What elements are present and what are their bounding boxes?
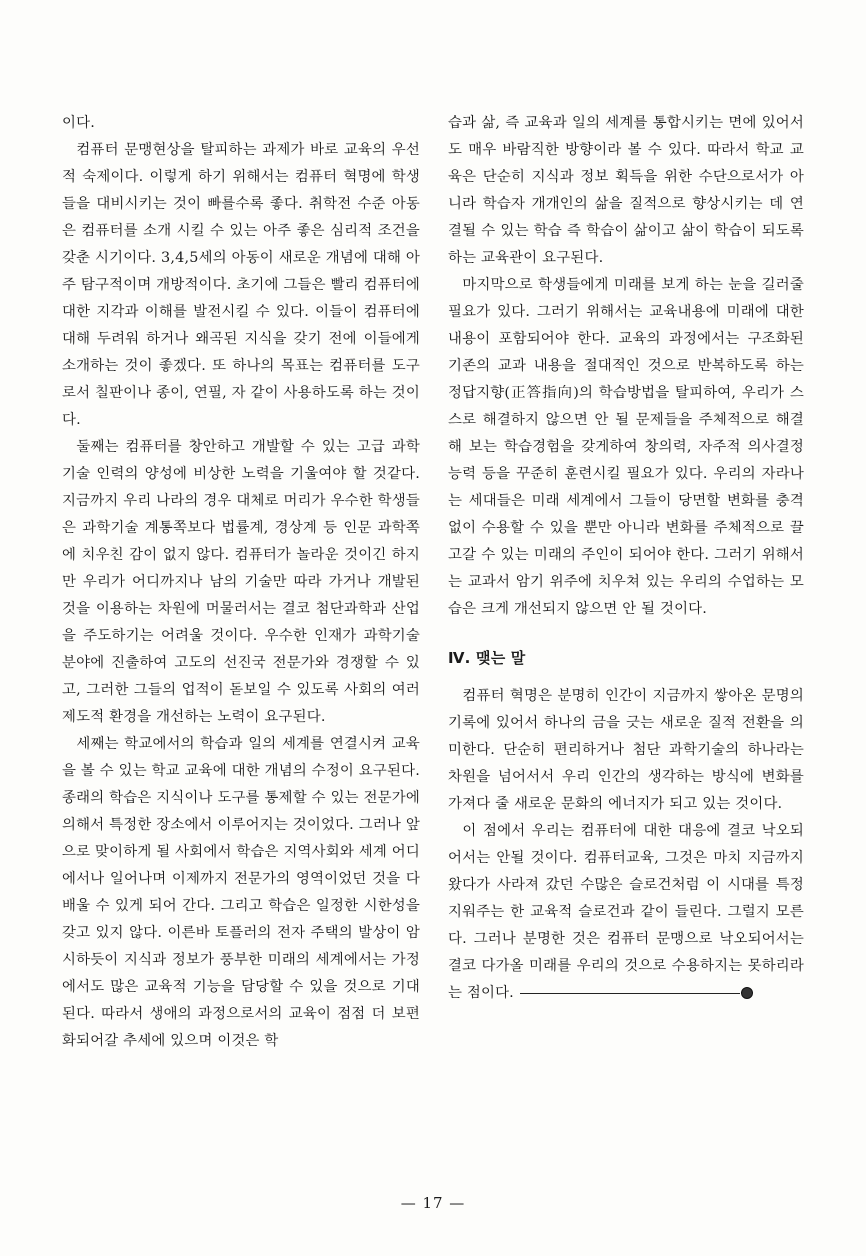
paragraph: 세째는 학교에서의 학습과 일의 세계를 연결시켜 교육을 볼 수 있는 학교 교육에 대한 개념의 수정이 요구된다. 종래의 학습은 지식이나 도구를 통제할 수 있는 전문가에 의해서 특정한 장소에서 이루어지는 것이었다. 그러나 앞으로 맞이하게 될 사회에서 학습은 지역사회와 세계 어디에서나 일어나며 이제까지 전문가의 영역이었던 것을 다 배울 수 있게 되어 간다. 그리고 학습은 일정한 시한성을 갖고 있지 않다. 이른바 토플러의 전자 주택의 발상이 암시하듯이 지식과 정보가 풍부한 미래의 세계에서는 가정에서도 많은 교육적 기능을 담당할 수 있을 것으로 기대된다. 따라서 생애의 과정으로서의 교육이 점점 더 보편화되어갈 추세에 있으며 이것은 학 [62,736,420,1049]
page-number: — 17 — [400,1194,466,1212]
final-paragraph-text: 이 점에서 우리는 컴퓨터에 대한 대응에 결코 낙오되어서는 안될 것이다. 컴퓨터교육, 그것은 마치 지금까지 왔다가 사라져 갔던 수많은 슬로건처럼 이 시대를 특정지워주는 한 교육적 슬로건과 같이 들린다. 그럴지 모른다. 그러나 분명한 것은 컴퓨터 문맹으로 낙오되어서는 결코 다가올 미래를 우리의 것으로 수용하지는 못하리라는 점이다. [448,823,804,1001]
paragraph: 이다. [62,115,95,131]
paragraph: 습과 삶, 즉 교육과 일의 세계를 통합시키는 면에 있어서도 매우 바람직한 방향이라 볼 수 있다. 따라서 학교 교육은 단순히 지식과 정보 획득을 위한 수단으로서가 아니라 학습자 개개인의 삶을 질적으로 향상시키는 데 연결될 수 있는 학습 즉 학습이 삶이고 삶이 학습이 되도록 하는 교육관이 요구된다. [448,115,804,266]
left-column [62,110,420,1055]
end-rule [520,993,740,994]
paragraph: 둘째는 컴퓨터를 창안하고 개발할 수 있는 고급 과학기술 인력의 양성에 비상한 노력을 기울여야 할 것같다. 지금까지 우리 나라의 경우 대체로 머리가 우수한 학생들은 과학기술 계통쪽보다 법률계, 경상계 등 인문 과학쪽에 치우친 감이 없지 않다. 컴퓨터가 놀라운 것이긴 하지만 우리가 어디까지나 남의 기술만 따라 가거나 개발된 것을 이용하는 차원에 머물러서는 결코 첨단과학과 산업을 주도하기는 어려울 것이다. 우수한 인재가 과학기술 분야에 진출하여 고도의 선진국 전문가와 경쟁할 수 있고, 그러한 그들의 업적이 돋보일 수 있도록 사회의 여러 제도적 환경을 개선하는 노력이 요구된다. [62,439,420,725]
end-mark-icon [741,987,753,999]
section-heading: Ⅳ. 맺는 말 [448,649,526,667]
paragraph: 마지막으로 학생들에게 미래를 보게 하는 눈을 길러줄 필요가 있다. 그러기 위해서는 교육내용에 미래에 대한 내용이 포함되어야 한다. 교육의 과정에서는 구조화된 기존의 교과 내용을 절대적인 것으로 반복하도록 하는 정답지향(正答指向)의 학습방법을 탈피하여, 우리가 스스로 해결하지 않으면 안 될 문제들을 주체적으로 해결해 보는 학습경험을 갖게하여 창의력, 자주적 의사결정 능력 등을 꾸준히 훈련시킬 필요가 있다. 우리의 자라나는 세대들은 미래 세계에서 그들이 당면할 변화를 충격 없이 수용할 수 있을 뿐만 아니라 변화를 주체적으로 끌고갈 수 있는 미래의 주인이 되어야 한다. 그러기 위해서는 교과서 암기 위주에 치우쳐 있는 우리의 수업하는 모습은 크게 개선되지 않으면 안 될 것이다. [448,277,804,617]
right-column [448,110,804,1007]
paragraph: 컴퓨터 혁명은 분명히 인간이 지금까지 쌓아온 문명의 기록에 있어서 하나의 금을 긋는 새로운 질적 전환을 의미한다. 단순히 편리하거나 첨단 과학기술의 하나라는 차원을 넘어서서 우리 인간의 생각하는 방식에 변화를 가져다 줄 새로운 문화의 에너지가 되고 있는 것이다. [448,688,804,812]
paragraph-final [448,818,804,1007]
paragraph: 컴퓨터 문맹현상을 탈피하는 과제가 바로 교육의 우선적 숙제이다. 이렇게 하기 위해서는 컴퓨터 혁명에 학생들을 대비시키는 것이 빠를수록 좋다. 취학전 수준 아동은 컴퓨터를 소개 시킬 수 있는 아주 좋은 심리적 조건을 갖춘 시기이다. 3,4,5세의 아동이 새로운 개념에 대해 아주 탐구적이며 개방적이다. 초기에 그들은 빨리 컴퓨터에 대한 지각과 이해를 발전시킬 수 있다. 이들이 컴퓨터에 대해 두려워 하거나 왜곡된 지식을 갖기 전에 이들에게 소개하는 것이 좋겠다. 또 하나의 목표는 컴퓨터를 도구로서 칠판이나 종이, 연필, 자 같이 사용하도록 하는 것이다. [62,142,420,428]
